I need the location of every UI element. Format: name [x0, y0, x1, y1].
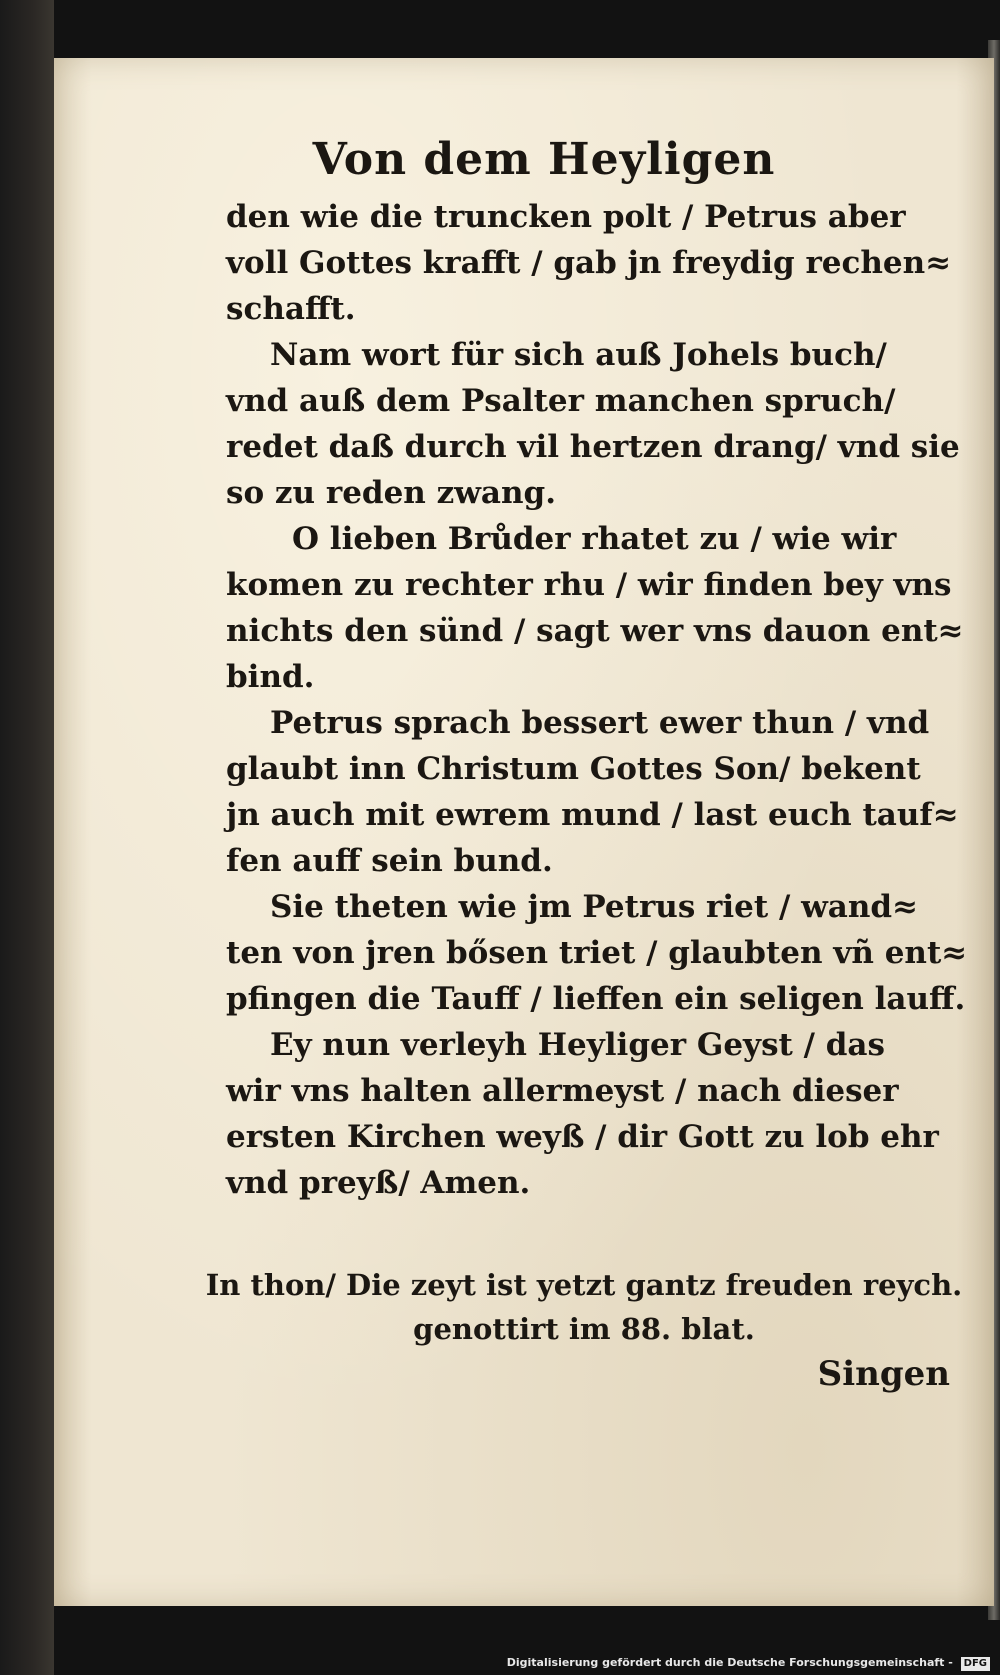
book-page	[54, 58, 994, 1606]
text-line: den wie die truncken polt / Petrus aber	[226, 199, 906, 235]
running-head: Von dem Heyligen	[312, 134, 776, 185]
text-line: glaubt inn Christum Gottes Son/ bekent	[226, 751, 921, 787]
stanza-start-line: Ey nun verleyh Heyliger Geyst / das	[270, 1027, 885, 1063]
stanza-start-line: Petrus sprach bessert ewer thun / vnd	[270, 705, 930, 741]
text-line: vnd auß dem Psalter manchen spruch/	[226, 383, 896, 419]
text-line: so zu reden zwang.	[226, 475, 557, 511]
dfg-logo: DFG	[961, 1657, 990, 1671]
text-line: nichts den sünd / sagt wer vns dauon ent≈	[226, 613, 964, 649]
hymn-text	[226, 194, 968, 1206]
text-line: ersten Kirchen weyß / dir Gott zu lob ehr	[226, 1119, 939, 1155]
melody-note	[54, 1263, 994, 1351]
catchword: Singen	[817, 1354, 950, 1394]
stanza-start-line: O lieben Brůder rhatet zu / wie wir	[292, 521, 897, 557]
text-line: pfingen die Tauff / lieffen ein seligen lauff.	[226, 981, 966, 1017]
melody-note-line: genottirt im 88. blat.	[413, 1312, 755, 1346]
text-line: komen zu rechter rhu / wir finden bey vns	[226, 567, 952, 603]
melody-note-line: In thon/ Die zeyt ist yetzt gantz freuden reych.	[205, 1268, 963, 1302]
text-line: redet daß durch vil hertzen drang/ vnd sie	[226, 429, 960, 465]
text-line: ten von jren bősen triet / glaubten vñ ent≈	[226, 935, 968, 971]
text-line: vnd preyß/ Amen.	[226, 1165, 531, 1201]
text-line: schafft.	[226, 291, 356, 327]
text-line: voll Gottes krafft / gab jn freydig rechen≈	[226, 245, 952, 281]
text-line: wir vns halten allermeyst / nach dieser	[226, 1073, 899, 1109]
credit-text: Digitalisierung gefördert durch die Deutsche Forschungsgemeinschaft -	[506, 1656, 953, 1669]
stanza-start-line: Sie theten wie jm Petrus riet / wand≈	[270, 889, 919, 925]
book-spine	[0, 0, 54, 1675]
digitization-credit	[0, 1651, 1000, 1675]
stanza-start-line: Nam wort für sich auß Johels buch/	[270, 337, 887, 373]
text-line: bind.	[226, 659, 315, 695]
text-line: jn auch mit ewrem mund / last euch tauf≈	[226, 797, 959, 833]
text-line: fen auff sein bund.	[226, 843, 553, 879]
